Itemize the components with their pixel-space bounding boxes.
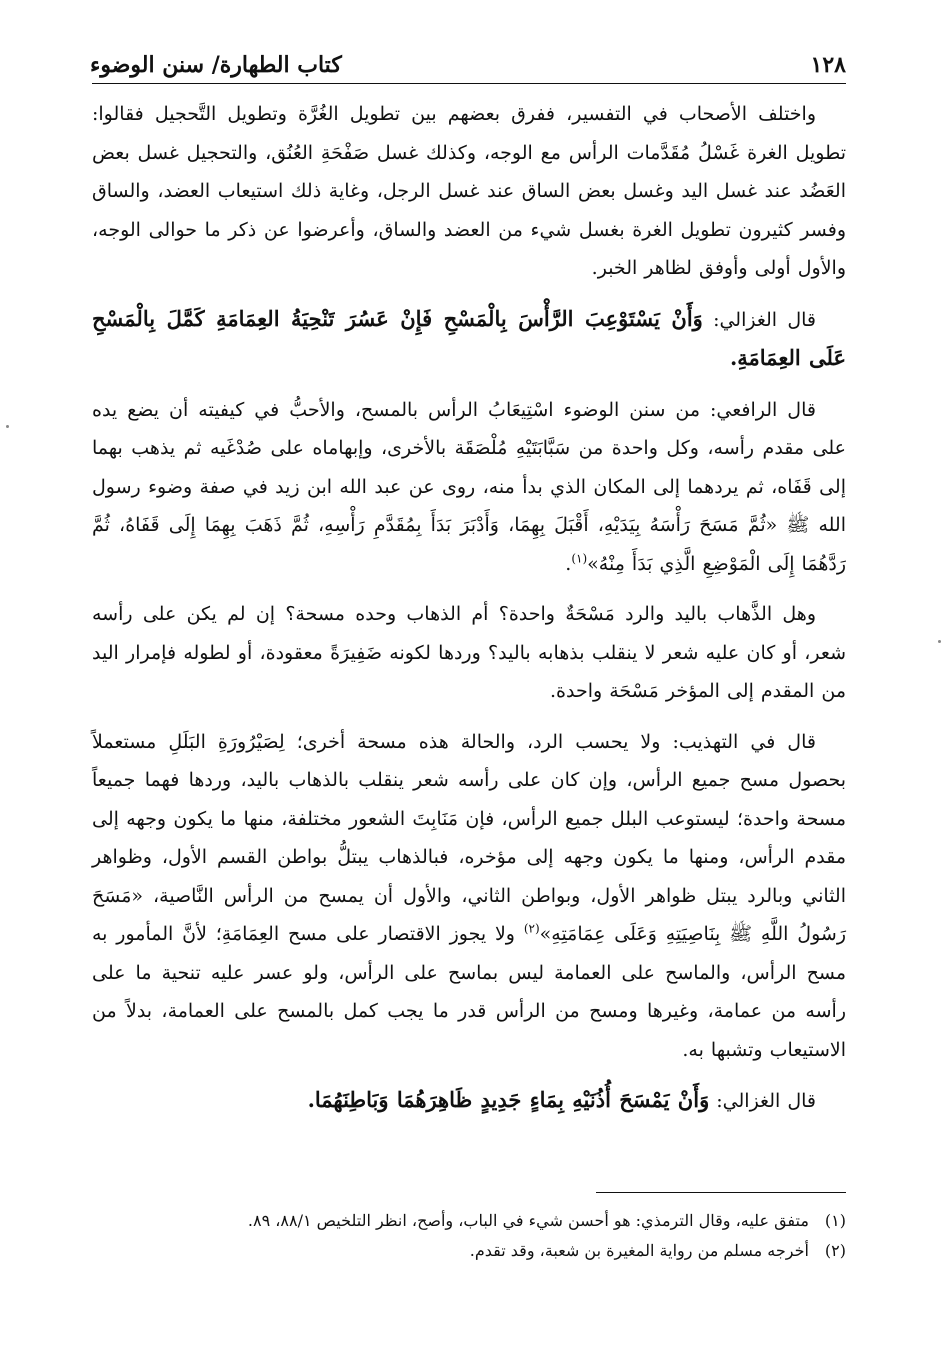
page-number: ١٢٨ — [810, 52, 846, 78]
footnote-rule — [596, 1192, 846, 1193]
paragraph-ghazali-2 — [92, 1081, 846, 1121]
paragraph-4 — [92, 595, 846, 711]
footnote-text: متفق عليه، وقال الترمذي: هو أحسن شيء في الباب، وأصح، انظر التلخيص ٨٨/١، ٨٩. — [247, 1211, 809, 1230]
paragraph-lead: قال الغزالي: — [709, 1090, 816, 1112]
paragraph-ghazali-1 — [92, 300, 846, 379]
footnote-text: أخرجه مسلم من رواية المغيرة بن شعبة، وقد تقدم. — [469, 1241, 809, 1260]
paragraph-1 — [92, 95, 846, 288]
page-body — [92, 95, 846, 1121]
footnote-2 — [92, 1236, 846, 1266]
header-rule — [92, 83, 846, 84]
scan-speck — [6, 425, 9, 428]
footnote-number: (٢) — [824, 1241, 846, 1260]
paragraph-tail: . — [565, 552, 572, 575]
footnote-marker[interactable]: (٢) — [523, 921, 540, 936]
running-header — [90, 38, 846, 78]
footnote-marker[interactable]: (١) — [571, 551, 588, 566]
paragraph-rafii — [92, 391, 846, 584]
paragraph-text: واختلف الأصحاب في التفسير، ففرق بعضهم بين تطويل الغُرَّة وتطويل التَّحجيل فقالوا: تطويل الغرة غَسْلُ مُقَدَّمات الرأس مع الوجه، وكذلك غسل صَفْحَةِ العُنُق، والتحجيل غسل بعض العَضُد عند غسل اليد وغسل بعض الساق عند غسل الرجل، وغاية ذلك استيعاب العضد، والساق وفسر كثيرون تطويل الغرة بغسل شيء من العضد والساق، وأعرضوا عن ذكر ما حوالى الوجه، والأول أولى وأوفق لظاهر الخبر. — [92, 103, 846, 279]
footnote-1 — [92, 1206, 846, 1236]
footnote-number: (١) — [824, 1211, 846, 1230]
paragraph-text: قال الرافعي: من سنن الوضوء اسْتِيعَابُ الرأس بالمسح، والأحبُّ في كيفيته أن يضع يده على مقدم رأسه، وكل واحدة من سَبَّابَتَيْهِ مُلْصَقَة بالأخرى، وإبهاماه على صُدْغَيه ثم يذهب بهما إلى قَفَاه، ثم يردهما إلى المكان الذي بدأ منه، روى عن عبد الله ابن زيد في صفة وضوء رسول الله ﷺ «ثُمَّ مَسَحَ رَأْسَهُ بِيَدَيْهِ، أَقْبَلَ بِهِمَا، وَأَدْبَرَ بَدَأَ بِمُقَدَّمِ رَأْسِهِ، ثُمَّ ذَهَبَ بِهِمَا إِلَى قَفَاهُ، ثُمَّ رَدَّهُمَا إِلَى الْمَوْضِعِ الَّذِي بَدَأَ مِنْهُ» — [92, 398, 846, 575]
paragraph-text: وهل الذَّهاب باليد والرد مَسْحَةٌ واحدة؟ أم الذهاب وحده مسحة؟ إن لم يكن على رأسه شعر، أو كان عليه شعر لا ينقلب بذهابه باليد؟ وردها لكونه ضَفِيرَةً معقودة، أو لطوله فإمرار اليد من المقدم إلى المؤخر مَسْحَة واحدة. — [92, 603, 846, 702]
paragraph-tail: ولا يجوز الاقتصار على مسح العِمَامَةِ؛ لأنَّ المأمور به مسح الرأس، والماسح على العمامة ليس بماسح على الرأس، ولو عسر عليه تنحية ما على رأسه من عمامة، وغيرها ومسح من الرأس قدر ما يجب كمل بالمسح على العمامة، بدلاً من الاستيعاب وتشبها به. — [92, 923, 846, 1061]
ghazali-quote: وَأَنْ يَسْتَوْعِبَ الرَّأْسَ بِالْمَسْحِ فَإِنْ عَسُرَ تَنْحِيَةُ العِمَامَةِ كَمَّلَ بِالْمَسْحِ عَلَى العِمَامَةِ. — [92, 305, 846, 370]
paragraph-text: قال في التهذيب: ولا يحسب الرد، والحالة هذه مسحة أخرى؛ لِصَيْرُورَةِ البَلَلِ مستعملاً بحصول مسح جميع الرأس، وإن كان على رأسه شعر ينقلب بالذهاب باليد، وردها فهما جميعاً مسحة واحدة؛ ليستوعب البلل جميع الرأس، فإن مَنَابِتَ الشعور مختلفة، منها ما يكون وجهه إلى مقدم الرأس، ومنها ما يكون وجهه إلى مؤخره، فبالذهاب يبتلُّ بواطن القسم الأول، وظواهر الثاني وبالرد يبتل ظواهر الأول، وبواطن الثاني، والأول أن يمسح من الرأس النَّاصية، «مَسَحَ رَسُولُ اللَّهِ ﷺ بِنَاصِيَتِهِ وَعَلَى عِمَامَتِهِ» — [92, 730, 846, 945]
section-title: كتاب الطهارة/ سنن الوضوء — [90, 52, 342, 78]
footnotes — [92, 1206, 846, 1266]
scan-speck — [938, 640, 941, 643]
paragraph-lead: قال الغزالي: — [702, 308, 817, 331]
ghazali-quote: وَأَنْ يَمْسَحَ أُذُنَيْهِ بِمَاءٍ جَدِيدٍ ظَاهِرَهُمَا وَبَاطِنَهُمَا. — [307, 1087, 710, 1112]
paragraph-tahdhib — [92, 723, 846, 1070]
